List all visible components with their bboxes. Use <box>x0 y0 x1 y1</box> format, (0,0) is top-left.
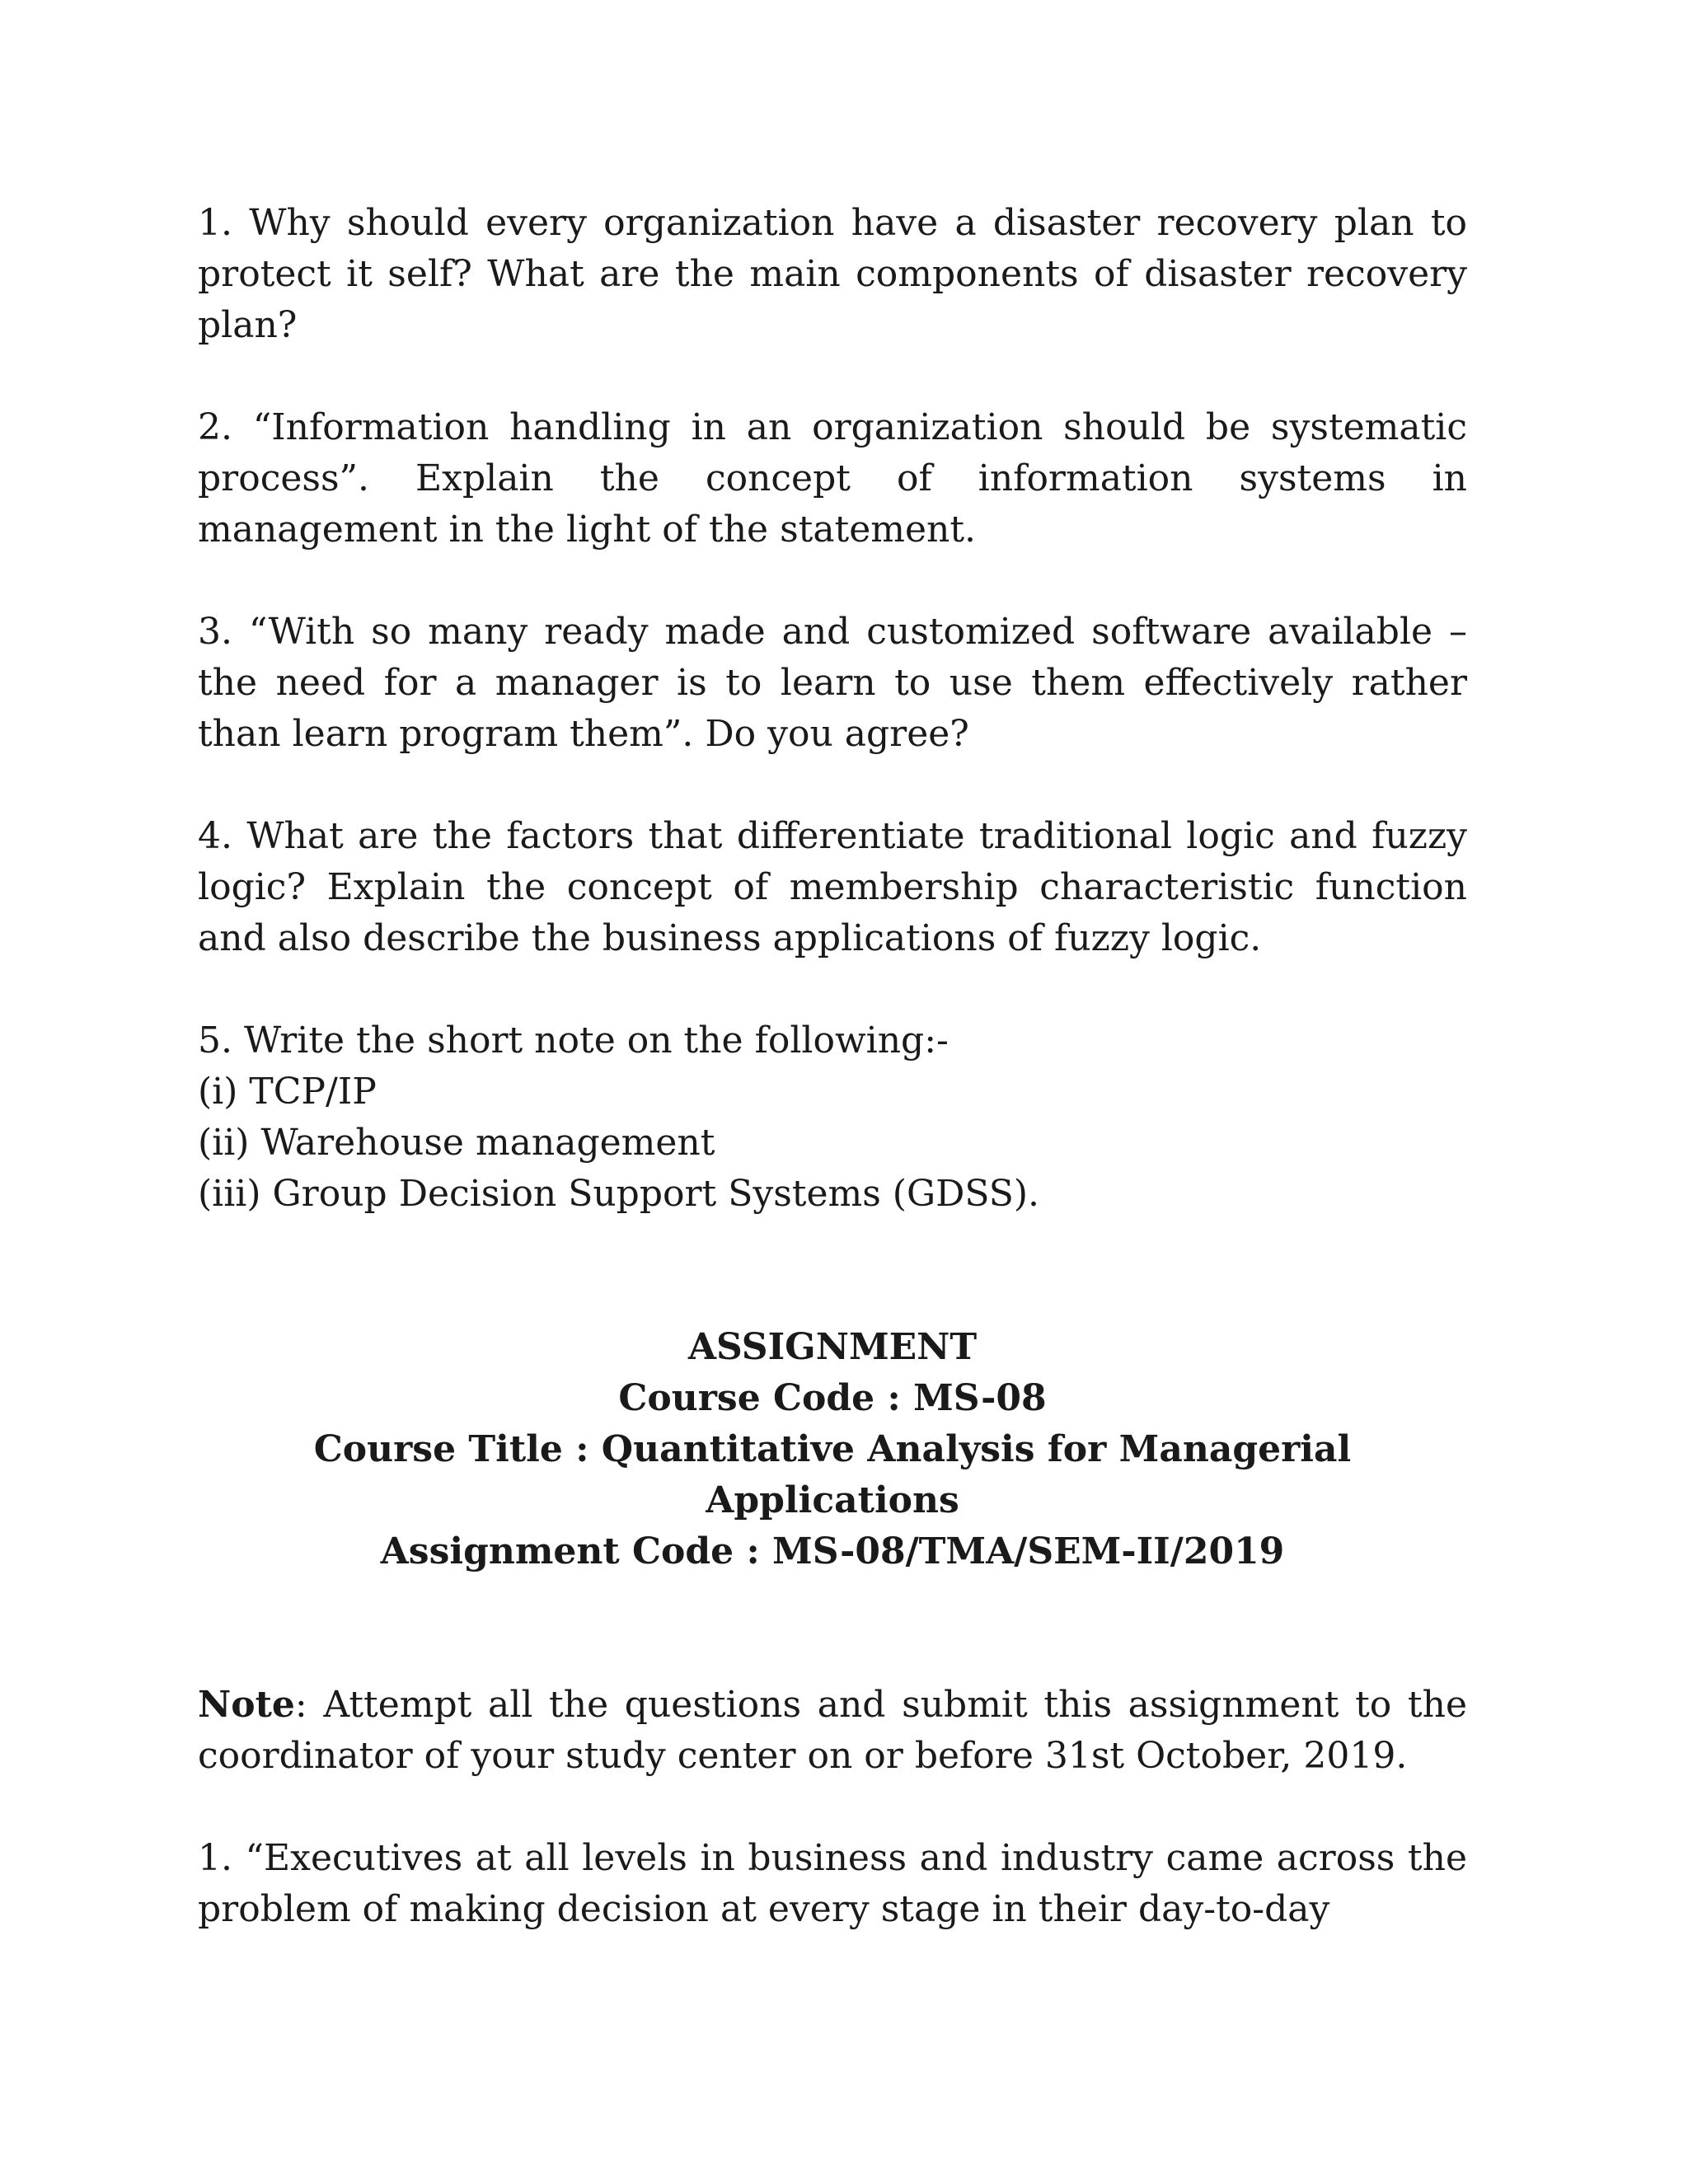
question-5-short-notes <box>198 1015 1467 1220</box>
short-note-item: (i) TCP/IP <box>198 1071 377 1113</box>
course-title: Course Title : Quantitative Analysis for Managerial Applications <box>313 1428 1352 1521</box>
document-page <box>198 198 1467 1986</box>
assignment-heading: ASSIGNMENT <box>687 1326 978 1368</box>
assignment-header <box>198 1322 1467 1577</box>
question-3-software: 3. “With so many ready made and customized software available – the need for a manager is to learn to use them effectively rather than learn program them”. Do you agree? <box>198 611 1467 755</box>
note-text: : Attempt all the questions and submit this assignment to the coordinator of your study center on or before 31st October, 2019. <box>198 1684 1467 1777</box>
short-note-item: (ii) Warehouse management <box>198 1122 715 1164</box>
question-1-disaster-recovery: 1. Why should every organization have a disaster recovery plan to protect it self? What are the main components of disaster recovery plan? <box>198 202 1467 346</box>
note-paragraph <box>198 1680 1467 1782</box>
question-1-executives: 1. “Executives at all levels in business and industry came across the problem of making decision at every stage in their day-to-day <box>198 1837 1467 1930</box>
assignment-code: Assignment Code : MS-08/TMA/SEM-II/2019 <box>380 1530 1285 1572</box>
question-4-fuzzy-logic: 4. What are the factors that differentiate traditional logic and fuzzy logic? Explain the concept of membership characteristic function and also describe the business applications of fuzzy logic. <box>198 815 1467 959</box>
question-5-intro: 5. Write the short note on the following:- <box>198 1019 949 1062</box>
short-note-item: (iii) Group Decision Support Systems (GDSS). <box>198 1173 1040 1215</box>
question-2-information-systems: 2. “Information handling in an organization should be systematic process”. Explain the concept of information systems in management in the light of the statement. <box>198 406 1467 551</box>
course-code: Course Code : MS-08 <box>618 1377 1047 1419</box>
note-label: Note <box>198 1684 295 1726</box>
